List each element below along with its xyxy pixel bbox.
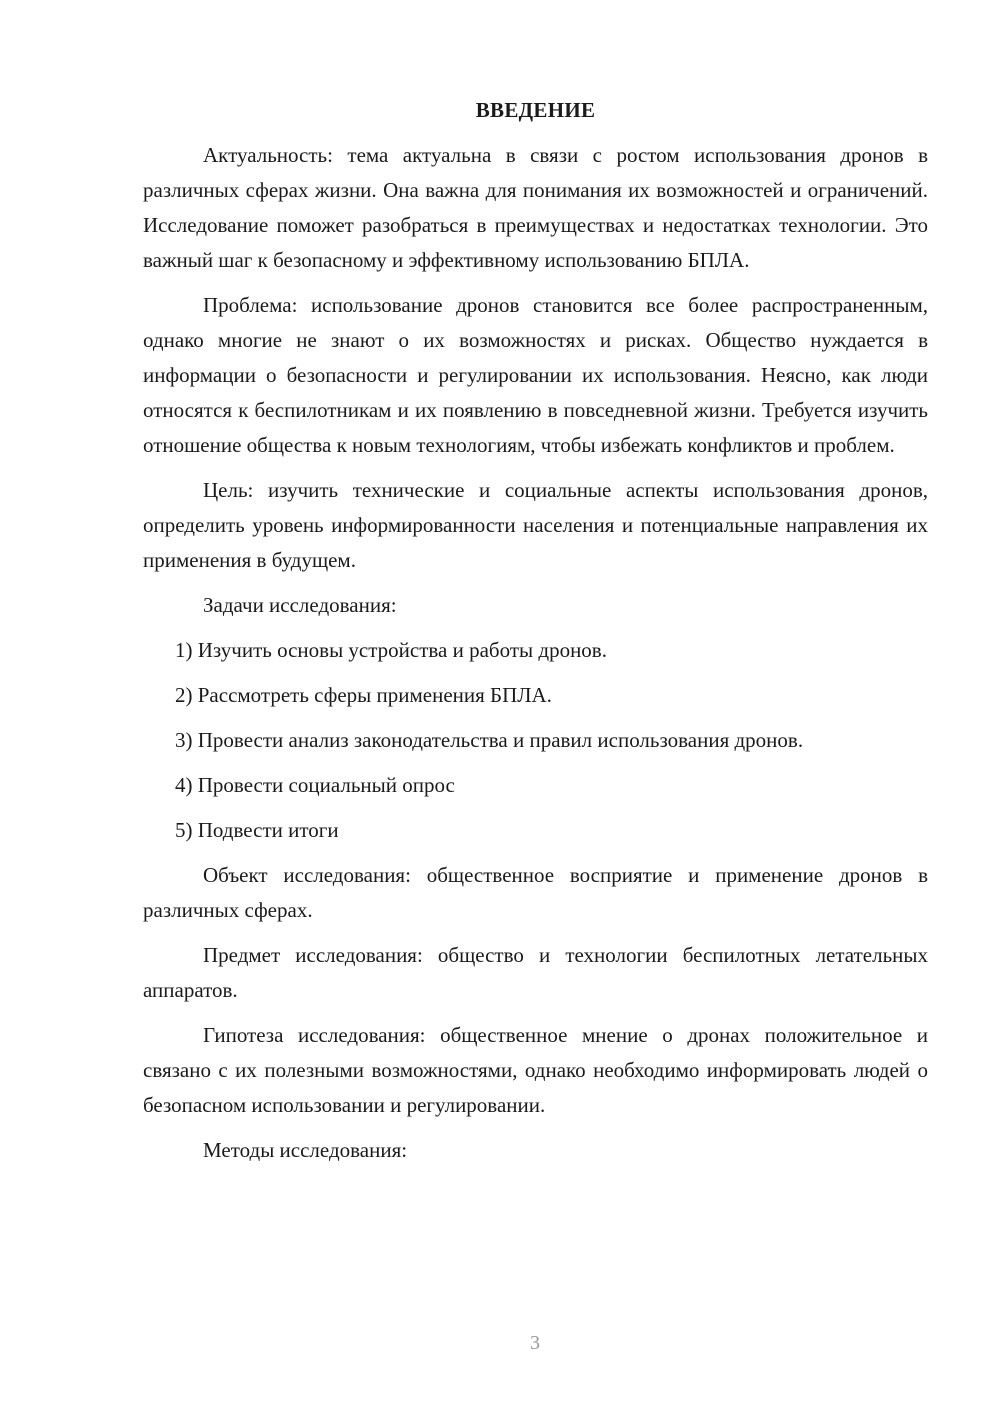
task-item-2: 2) Рассмотреть сферы применения БПЛА. (175, 683, 552, 707)
subject-paragraph: Предмет исследования: общество и технологии беспилотных летательных аппаратов. (143, 943, 928, 1002)
page-number: 3 (530, 1332, 540, 1354)
tasks-heading: Задачи исследования: (203, 593, 397, 617)
page-title: ВВЕДЕНИЕ (475, 98, 596, 122)
task-item-4: 4) Провести социальный опрос (175, 773, 455, 797)
relevance-paragraph: Актуальность: тема актуальна в связи с ростом использования дронов в различных сферах жизни. Она важна для понимания их возможностей и ограничений. Исследование поможет разобраться в преимуществах и недостатках технологии. Это важный шаг к безопасному и эффективному использованию БПЛА. (143, 143, 928, 272)
hypothesis-paragraph: Гипотеза исследования: общественное мнение о дронах положительное и связано с их полезными возможностями, однако необходимо информировать людей о безопасном использовании и регулировании. (143, 1023, 928, 1117)
tasks-list (143, 633, 928, 848)
methods-heading: Методы исследования: (203, 1138, 408, 1162)
task-item-3: 3) Провести анализ законодательства и правил использования дронов. (175, 728, 804, 752)
page-content (143, 95, 928, 1178)
task-item-5: 5) Подвести итоги (175, 818, 339, 842)
task-item-1: 1) Изучить основы устройства и работы дронов. (175, 638, 607, 662)
problem-paragraph: Проблема: использование дронов становится все более распространенным, однако многие не знают о их возможностях и рисках. Общество нуждается в информации о безопасности и регулировании их использования. Неясно, как люди относятся к беспилотникам и их появлению в повседневной жизни. Требуется изучить отношение общества к новым технологиям, чтобы избежать конфликтов и проблем. (143, 293, 928, 457)
goal-paragraph: Цель: изучить технические и социальные аспекты использования дронов, определить уровень информированности населения и потенциальные направления их применения в будущем. (143, 478, 928, 572)
object-paragraph: Объект исследования: общественное восприятие и применение дронов в различных сферах. (143, 863, 928, 922)
